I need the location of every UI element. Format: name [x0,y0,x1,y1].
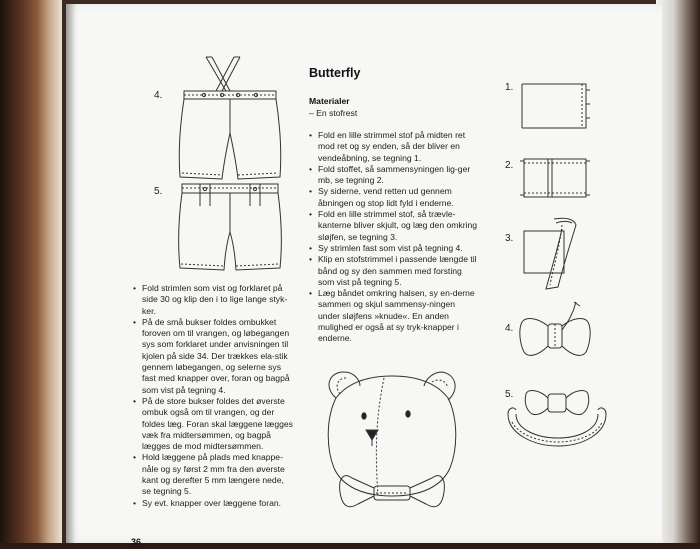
butterfly-instructions-list [309,130,479,345]
left-instruction-item: • Hold læggene på plads med knappe-nåle og sy først 2 mm fra den øverste kant og derefter 5 mm længere nede, se tegning 5. [133,452,293,497]
materials-item: – En stofrest [309,108,358,118]
left-instruction-item: • På de små bukser foldes ombukket foroven om til vrangen, og løbegangen sys som forklaret under anvisningen til kjolen på side 34. Der trækkes ela-stik gennem løbegangen, og selerne sys fast med knapper over, foran og bagpå som vist på tegning 4. [133,317,293,396]
trousers-with-straps-illustration [170,55,290,185]
figure-label-4: 4. [154,90,163,101]
left-instructions-list [133,283,293,509]
butterfly-instruction-item: • Klip en stofstrimmel i passende længde til bånd og sy den sammen med forsting som vist på tegning 5. [309,254,479,288]
butterfly-instruction-item: • Læg båndet omkring halsen, sy en-derne sammen og skjul sammensy-ningen under sløjfens »knude«. En anden mulighed er også at sy tryk-knapper i enderne. [309,288,479,344]
butterfly-instruction-item: • Fold en lille strimmel stof, så trævle-kanterne bliver skjult, og læg den omkring sløjfen, se tegning 3. [309,209,479,243]
step-label-1: 1. [505,82,514,93]
materials-heading: Materialer [309,96,350,106]
step-1-folded-strip-illustration [520,80,592,132]
left-instruction-item: • Sy evt. knapper over læggene foran. [133,498,293,509]
step-3-wrap-strip-illustration [520,215,592,291]
page-gutter-shadow [66,4,76,543]
step-label-3: 3. [505,233,514,244]
book-edge-right [656,0,700,549]
step-label-2: 2. [505,160,514,171]
figure-label-5: 5. [154,186,163,197]
step-2-seam-center-illustration [520,155,592,201]
page-number: 36 [131,537,142,547]
butterfly-instruction-item: • Sy siderne, vend retten ud gennem åbningen og stop lidt fyld i enderne. [309,186,479,209]
butterfly-instruction-item: • Fold stoffet, så sammensyningen lig-ger mb, se tegning 2. [309,164,479,187]
step-5-neck-band-illustration [504,382,610,452]
butterfly-instruction-item: • Fold en lille strimmel stof på midten ret mod ret og sy enden, så der bliver en vendeåbning, se tegning 1. [309,130,479,164]
step-label-5: 5. [505,389,514,400]
trousers-with-pleats-illustration [170,182,290,274]
section-title: Butterfly [309,66,361,80]
butterfly-instruction-item: • Sy strimlen fast som vist på tegning 4. [309,243,479,254]
step-label-4: 4. [505,323,514,334]
teddy-bear-with-bowtie-illustration [322,368,462,528]
step-4-sew-bow-illustration [518,300,594,364]
book-edge-left [0,0,62,549]
left-instruction-item: • På de store bukser foldes det øverste ombuk også om til vrangen, og der foldes læg. Foran skal læggene lægges væk fra midtersømmen, og bagpå lægges de mod midtersømmen. [133,396,293,452]
book-edge-bottom [0,543,700,549]
left-instruction-item: • Fold strimlen som vist og forklaret på side 30 og klip den i to lige lange styk-ker. [133,283,293,317]
